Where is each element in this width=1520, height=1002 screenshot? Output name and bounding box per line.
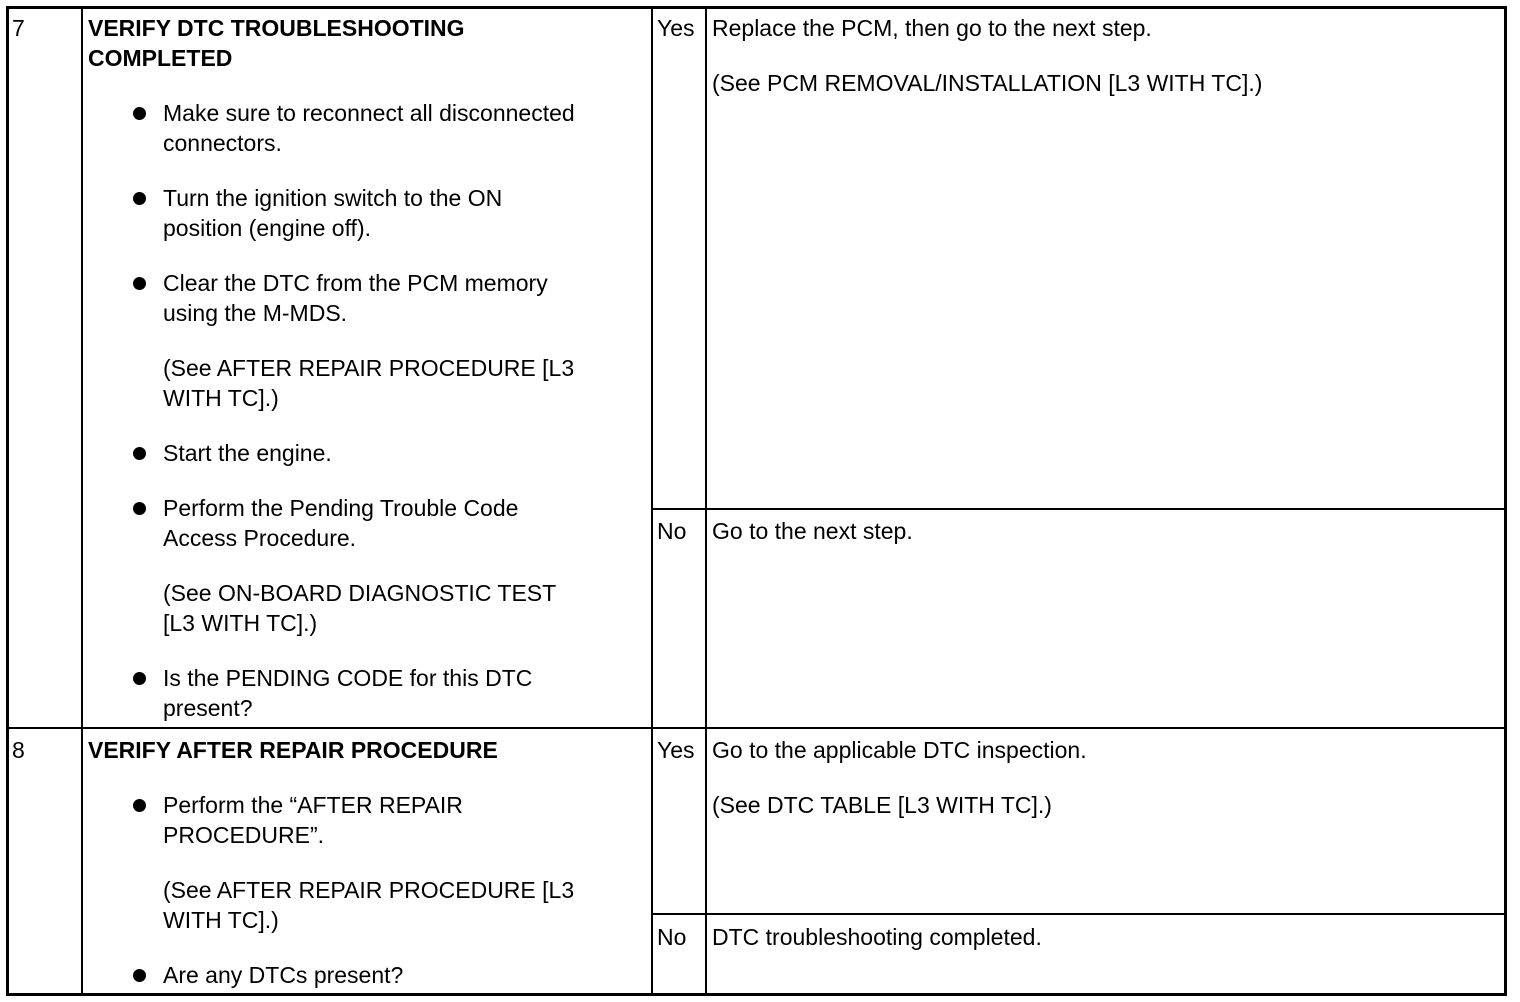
bullet-icon: [133, 107, 146, 120]
column-divider-step: [81, 6, 83, 996]
yes-label: Yes: [657, 737, 695, 763]
bullet-icon: [133, 502, 146, 515]
yes-label: Yes: [657, 15, 695, 41]
bullet-icon: [133, 799, 146, 812]
step-number: 8: [12, 737, 25, 763]
yes-no-divider-step7: [651, 508, 1507, 510]
column-divider-result: [705, 6, 707, 996]
reference-link[interactable]: (See AFTER REPAIR PROCEDURE [L3: [163, 877, 575, 903]
reference-link[interactable]: (See DTC TABLE [L3 WITH TC].): [712, 792, 1052, 818]
bullet-icon: [133, 672, 146, 685]
step-number: 7: [12, 15, 25, 41]
reference-link[interactable]: WITH TC].): [163, 385, 279, 411]
bullet-icon: [133, 447, 146, 460]
yes-action: Go to the applicable DTC inspection.: [712, 737, 1087, 763]
column-divider-action: [651, 6, 653, 996]
no-action: Go to the next step.: [712, 518, 913, 544]
no-action: DTC troubleshooting completed.: [712, 924, 1042, 950]
list-item: Make sure to reconnect all disconnected: [163, 100, 575, 126]
reference-link[interactable]: (See PCM REMOVAL/INSTALLATION [L3 WITH TC].): [712, 70, 1263, 96]
reference-link[interactable]: WITH TC].): [163, 907, 279, 933]
list-item: Are any DTCs present?: [163, 962, 404, 988]
no-label: No: [657, 924, 687, 950]
bullet-icon: [133, 277, 146, 290]
yes-action: Replace the PCM, then go to the next step.: [712, 15, 1152, 41]
list-item: Perform the Pending Trouble Code: [163, 495, 519, 521]
list-item: connectors.: [163, 130, 282, 156]
reference-link[interactable]: [L3 WITH TC].): [163, 610, 318, 636]
list-item: position (engine off).: [163, 215, 371, 241]
list-item: Start the engine.: [163, 440, 332, 466]
list-item: Perform the “AFTER REPAIR: [163, 792, 463, 818]
no-label: No: [657, 518, 687, 544]
reference-link[interactable]: (See AFTER REPAIR PROCEDURE [L3: [163, 355, 575, 381]
list-item: using the M-MDS.: [163, 300, 348, 326]
bullet-icon: [133, 192, 146, 205]
reference-link[interactable]: (See ON-BOARD DIAGNOSTIC TEST: [163, 580, 557, 606]
list-item: Turn the ignition switch to the ON: [163, 185, 503, 211]
list-item: Is the PENDING CODE for this DTC: [163, 665, 533, 691]
list-item: Access Procedure.: [163, 525, 357, 551]
list-item: Clear the DTC from the PCM memory: [163, 270, 548, 296]
step-heading: VERIFY AFTER REPAIR PROCEDURE: [88, 737, 498, 763]
list-item: PROCEDURE”.: [163, 822, 325, 848]
row-divider: [6, 727, 1507, 729]
step-heading: VERIFY DTC TROUBLESHOOTING: [88, 15, 465, 41]
list-item: present?: [163, 695, 253, 721]
bullet-icon: [133, 969, 146, 982]
step-heading: COMPLETED: [88, 45, 233, 71]
yes-no-divider-step8: [651, 913, 1507, 915]
